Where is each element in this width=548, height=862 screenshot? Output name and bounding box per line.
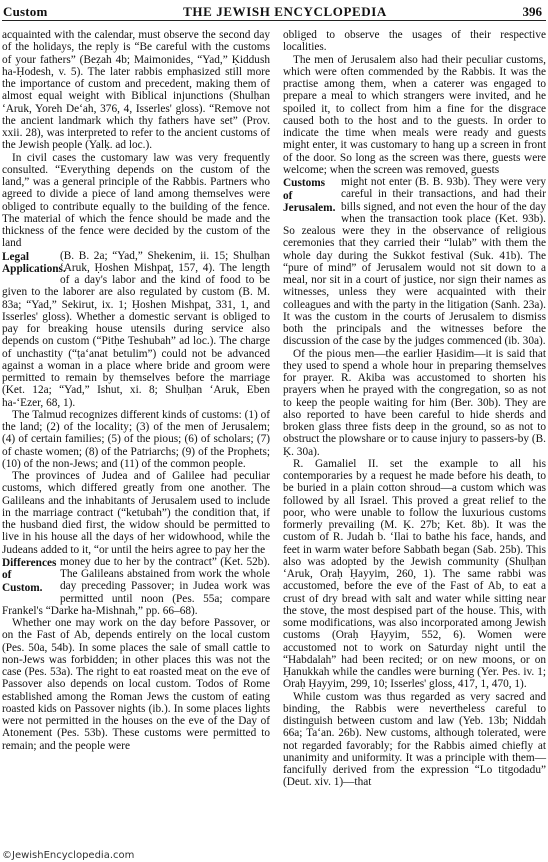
header-entry-word: Custom [3, 4, 48, 19]
paragraph: acquainted with the calendar, must observe the second day of the holidays, the reply is “Be careful with the customs of your fathers” (Beẓah 4b; Maimonides, “Yad,” Ḳiddush ha-Ḥodesh, v. 5). The later rabbis emphasized still more the importance of custom and precedent, making them of almost equal weight with Biblical injunctions (Shulḥan ‘Aruk, Yoreh De‘ah, 376, 4, Isserles' gloss). “Remove not the ancient landmark which thy fathers have set” (Prov. xxii. 28), was interpreted to refer to the ancient customs of the Jewish people (Yalḳ. ad loc.). [2, 29, 270, 152]
copyright-footer: ©JewishEncyclopedia.com [2, 850, 135, 861]
paragraph: Legal Applications. (B. B. 2a; “Yad,” Shekenim, ii. 15; Shulḥan ‘Aruk, Ḥoshen Mishpaṭ, 157, 4). The length of a day's labor and the kind of food to be given to the laborer are also regulated by custom (B. M. 83a; “Yad,” Sekirut, ix. 1; Ḥoshen Mishpaṭ, 331, 1, and Isserles' gloss). Whether a domestic servant is obliged to pay for breaking house utensils during service also depends on custom (“Pitḥe Teshubah” ad loc.). The charge of unchastity (“ṭa‘anat betulim”) could not be advanced against a woman in a place where bride and groom were permitted to remain by themselves before the marriage (Ket. 12a; “Yad,” Ishut, xi. 8; Shulḥan ‘Aruk, Eben ha-‘Ezer, 68, 1). [2, 249, 270, 409]
paragraph: Differences of Custom. money due to her by the contract” (Ket. 52b). The Galileans abstained from work the whole day preceding Passover; in Judea work was permitted until noon (Pes. 55a; compare Frankel's “Darke ha-Mishnah,” pp. 66–68). [2, 555, 270, 617]
paragraph: The Talmud recognizes different kinds of customs: (1) of the land; (2) of the locality; (3) of the men of Jerusalem; (4) of certain families; (5) of the pious; (6) of scholars; (7) of chaste women; (8) of the Patriarchs; (9) of the Prophets; (10) of the non-Jews; and (11) of the common people. [2, 408, 270, 470]
paragraph: The men of Jerusalem also had their peculiar customs, which were often commended by the Rabbis. It was the practise among them, when a caterer was engaged to prepare a meal to which strangers were invited, and he spoiled it, to collect from him a fine for the disgrace caused both to the host and to the guests. In order to indicate the time when meals were ready and guests might enter, it was customary to hang up a screen in front of the door. So long as the screen was there, guests were welcome; when the screen was removed, guests [283, 53, 546, 176]
paragraph: Of the pious men—the earlier Ḥasidim—it is said that they used to spend a whole hour in preparing themselves for prayer. R. Akiba was accustomed to shorten his prayers when he prayed with the congregation, so as not to keep the people waiting for him (Ber. 30b). They are also reported to have been careful to hide sherds and broken glass three fists deep in the ground, so as not to obstruct the plowshare or to cause injury to passers-by (B. Ḳ. 30a). [283, 347, 546, 458]
right-column [283, 29, 546, 789]
paragraph: R. Gamaliel II. set the example to all his contemporaries by a request he made before his death, to be buried in a plain cotton shroud—a custom which was followed by all Israel. This proved a great relief to the poor, who were unable to follow the luxurious customs formerly prevailing (M. Ḳ. 27b; Ket. 8b). It was the custom of R. Judah b. ‘Ilai to bathe his face, hands, and feet in warm water before Sabbath began (Sab. 25b). This also was adopted by the Jewish community (Shulḥan ‘Aruk, Oraḥ Ḥayyim, 260, 1). The same rabbi was accustomed, before the eve of the Fast of Ab, to eat a crust of dry bread with salt and water while sitting near the stove, the most despised part of the house. This, with some modifications, was also incorporated among Jewish customs (Oraḥ Ḥayyim, 552, 6). Women were accustomed not to work on Saturday night until the “Habdalah” had been recited; or on new moons, or on Ḥanukkah while the candles were burning (Yer. Pes. iv. 1; Oraḥ Ḥayyim, 299, 10; Isserles' gloss, 417, 1, 470, 1). [283, 457, 546, 691]
left-column [2, 29, 270, 752]
margin-note-customs-of-jerusalem: Customs of Jerusalem. [283, 177, 336, 214]
margin-note-legal-applications: Legal Applications. [2, 250, 66, 275]
paragraph: While custom was thus regarded as very sacred and binding, the Rabbis were nevertheless careful to distinguish between custom and law (Yeb. 13b; Niddah 66a; Ta‘an. 26b). New customs, although tolerated, were not regarded favorably; for the Rabbis aimed chiefly at unanimity and uniformity. It was a principle with them—fancifully derived from the expression “Lo titgodadu” (Deut. xiv. 1)—that [283, 690, 546, 789]
page-number: 396 [522, 4, 542, 19]
paragraph: The provinces of Judea and of Galilee had peculiar customs, which differed greatly from one another. The Galileans and the inhabitants of Jerusalem used to include in the marriage contract (“ketubah”) the condition that, if the husband died first, the widow should be permitted to live in his house all the days of her widowhood, while the Judeans added to it, “or until the heirs agree to pay her the [2, 470, 270, 556]
paragraph: obliged to observe the usages of their respective localities. [283, 29, 546, 54]
paragraph: Whether one may work on the day before Passover, or on the Fast of Ab, depends entirely on the local custom (Pes. 50a, 54b). In some places the sale of small cattle to non-Jews was forbidden; in other places this was not the case (Pes. 53a). The right to eat roasted meat on the eve of Passover also depends on local custom. Todos of Rome established among the Roman Jews the custom of eating roasted kids on Passover nights (ib.). In some places lights were not permitted in the houses on the eve of the Day of Atonement (Pes. 53b). These customs were permitted to remain; and the people were [2, 617, 270, 752]
paragraph: Customs of Jerusalem. might not enter (B. B. 93b). They were very careful in their transactions, and had their bills signed, and not even the hour of the day when the transaction took place (Ket. 93b). So zealous were they in the observance of religious ceremonies that they carried their “lulab” with them the whole day during the Sukkot festival (Suk. 41b). The “pure of mind” of Jerusalem would not sit down to a meal, nor sit in a court of justice, nor sign their names as witnesses, unless they were acquainted with their colleagues and with the party in the litigation (Sanh. 23a). It was the custom in the courts of Jerusalem to dismiss both the principals and the witnesses before the discussion of the case by the judges commenced (ib. 30a). [283, 176, 546, 348]
paragraph: In civil cases the customary law was very frequently consulted. “Everything depends on the custom of the land,” was a general principle of the Rabbis. Partners who agreed to divide a piece of land among themselves were obliged to contribute equally to the building of the fence. The material of which the fence should be made and the thickness of the fence were decided by the custom of the land [2, 151, 270, 250]
page-header [2, 0, 546, 21]
header-title: THE JEWISH ENCYCLOPEDIA [183, 4, 387, 19]
margin-note-differences-of-custom: Differences of Custom. [2, 556, 57, 594]
